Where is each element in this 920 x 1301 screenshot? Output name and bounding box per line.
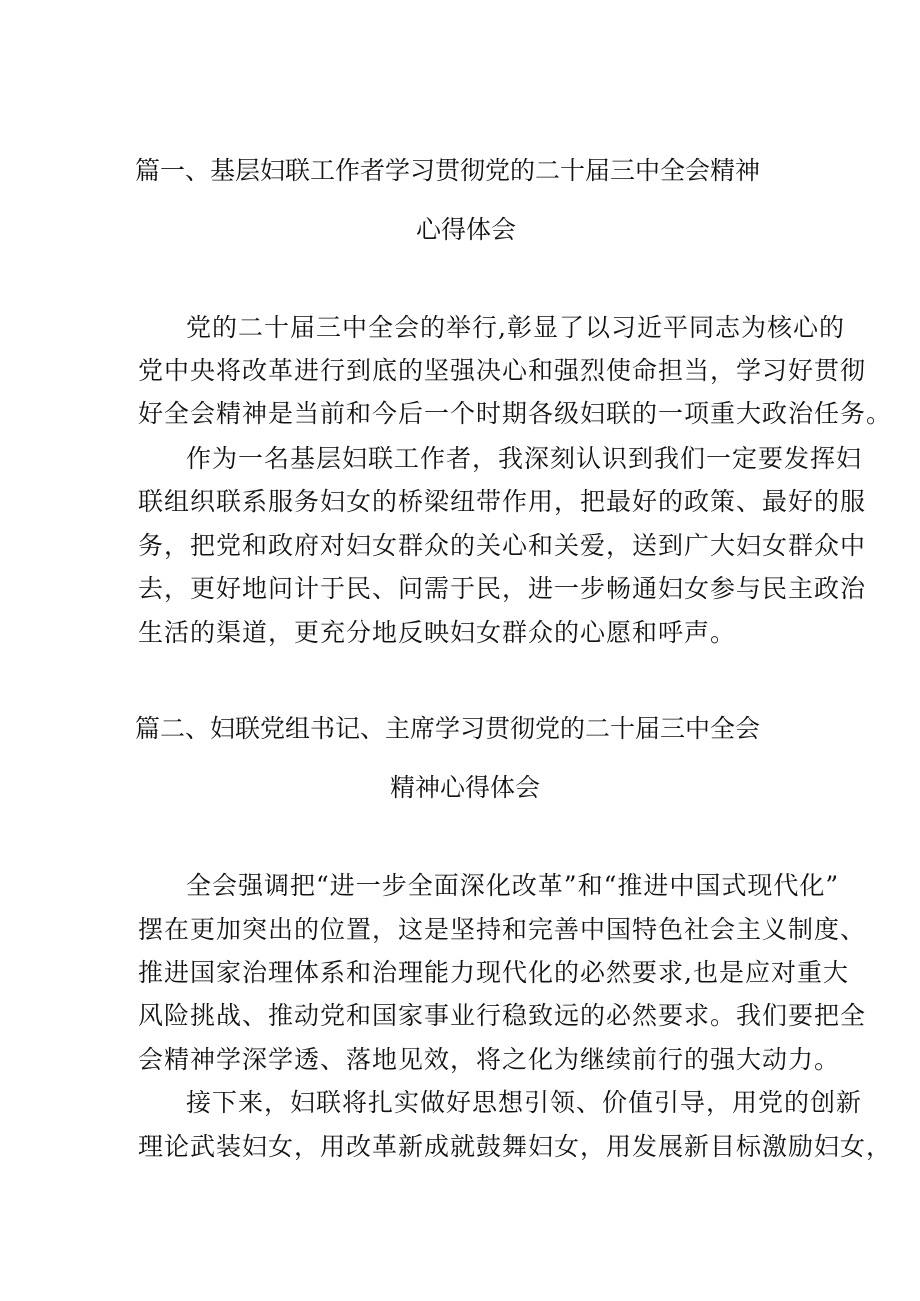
section2-p1-line1: 全会强调把“进一步全面深化改革”和“推进中国式现代化” [186, 871, 840, 900]
section1-p1-line1: 党的二十届三中全会的举行,彰显了以习近平同志为核心的 [186, 313, 845, 342]
section1-p2-line1: 作为一名基层妇联工作者，我深刻认识到我们一定要发挥妇 [186, 444, 863, 473]
section2-title-line1: 篇二、妇联党组书记、主席学习贯彻党的二十届三中全会 [135, 714, 761, 743]
section2-p2-line2: 理论武装妇女，用改革新成就鼓舞妇女，用发展新目标激励妇女， [138, 1132, 893, 1161]
section1-p2-line3: 务，把党和政府对妇女群众的关心和关爱，送到广大妇女群众中 [138, 531, 867, 560]
section1-title-line2: 心得体会 [416, 215, 517, 244]
section1-p1-line2: 党中央将改革进行到底的坚强决心和强烈使命担当，学习好贯彻 [138, 356, 867, 385]
section2-p2-line1: 接下来，妇联将扎实做好思想引领、价值引导，用党的创新 [186, 1088, 863, 1117]
section1-p2-line2: 联组织联系服务妇女的桥梁纽带作用，把最好的政策、最好的服 [138, 487, 867, 516]
section2-p1-line3: 推进国家治理体系和治理能力现代化的必然要求,也是应对重大 [138, 958, 849, 987]
section1-p1-line3: 好全会精神是当前和今后一个时期各级妇联的一项重大政治任务。 [138, 399, 893, 428]
section2-p1-line5: 会精神学深学透、落地见效，将之化为继续前行的强大动力。 [138, 1045, 841, 1074]
section1-p2-line4: 去，更好地问计于民、问需于民，进一步畅通妇女参与民主政治 [138, 574, 867, 603]
section1-title-line1: 篇一、基层妇联工作者学习贯彻党的二十届三中全会精神 [135, 156, 761, 185]
section2-title-line2: 精神心得体会 [390, 773, 541, 802]
section1-p2-line5: 生活的渠道，更充分地反映妇女群众的心愿和呼声。 [138, 618, 737, 647]
section2-p1-line4: 风险挑战、推动党和国家事业行稳致远的必然要求。我们要把全 [138, 1001, 867, 1030]
section2-p1-line2: 摆在更加突出的位置，这是坚持和完善中国特色社会主义制度、 [138, 915, 867, 944]
